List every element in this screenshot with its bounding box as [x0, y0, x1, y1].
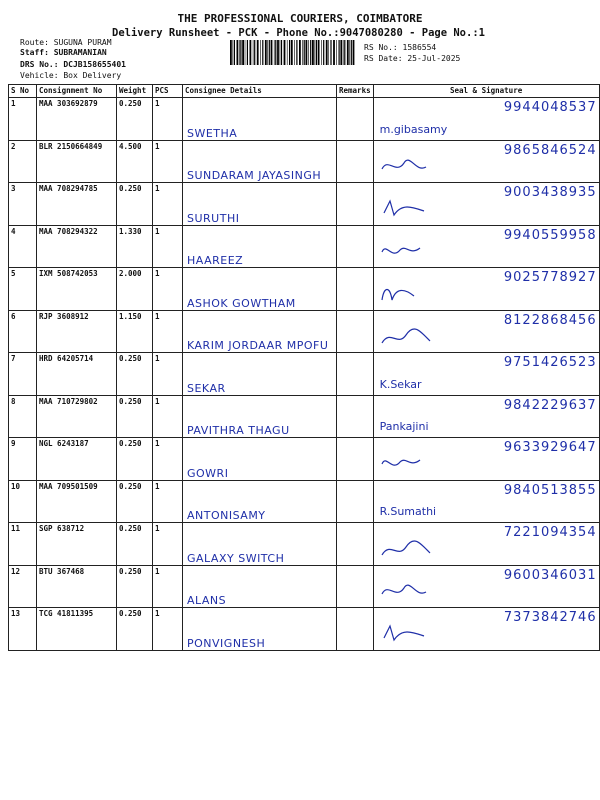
row-seal-signature	[373, 225, 599, 268]
table-row	[9, 353, 600, 396]
row-seal-signature	[373, 523, 599, 566]
table-row	[9, 310, 600, 353]
row-remarks	[337, 225, 374, 268]
row-consignment: RJP 3608912	[37, 310, 117, 353]
consignee-name: SWETHA	[187, 126, 238, 140]
row-remarks	[337, 395, 374, 438]
receiver-phone: 8122868456	[503, 312, 597, 328]
row-sno: 6	[9, 310, 37, 353]
row-pcs: 1	[153, 225, 183, 268]
receiver-phone: 9865846524	[503, 142, 597, 158]
table-row	[9, 608, 600, 651]
receiver-signature-text: R.Sumathi	[379, 505, 437, 518]
row-consignee	[183, 140, 337, 183]
table-row	[9, 225, 600, 268]
row-weight: 0.250	[117, 608, 153, 651]
row-pcs: 1	[153, 140, 183, 183]
receiver-signature-text: K.Sekar	[379, 377, 422, 391]
row-consignment: BLR 2150664849	[37, 140, 117, 183]
row-weight: 2.000	[117, 268, 153, 311]
row-sno: 12	[9, 565, 37, 608]
col-sno: S No	[9, 85, 37, 98]
row-weight: 0.250	[117, 565, 153, 608]
row-remarks	[337, 523, 374, 566]
consignee-name: GALAXY SWITCH	[187, 551, 285, 565]
row-pcs: 1	[153, 523, 183, 566]
row-sno: 4	[9, 225, 37, 268]
signature-scribble	[380, 622, 440, 646]
table-row	[9, 140, 600, 183]
row-seal-signature	[373, 438, 599, 481]
barcode	[230, 40, 355, 65]
row-consignee	[183, 98, 337, 141]
row-remarks	[337, 268, 374, 311]
row-consignment: SGP 638712	[37, 523, 117, 566]
col-consignment: Consignment No	[37, 85, 117, 98]
row-pcs: 1	[153, 438, 183, 481]
receiver-phone: 7373842746	[503, 610, 597, 625]
row-pcs: 1	[153, 183, 183, 226]
row-consignee	[183, 565, 337, 608]
consignee-name: GOWRI	[187, 466, 229, 480]
consignee-name: HAAREEZ	[187, 254, 244, 267]
consignee-name: SEKAR	[187, 381, 226, 395]
receiver-phone: 9751426523	[503, 355, 597, 370]
row-consignee	[183, 310, 337, 353]
row-weight: 0.250	[117, 395, 153, 438]
consignee-name: PAVITHRA THAGU	[187, 424, 290, 437]
row-consignment: MAA 708294322	[37, 225, 117, 268]
row-sno: 7	[9, 353, 37, 396]
runsheet-title: Delivery Runsheet - PCK - Phone No.:9047080280 - Page No.:1	[112, 27, 485, 39]
row-consignment: MAA 710729802	[37, 395, 117, 438]
signature-scribble	[380, 325, 440, 349]
receiver-phone: 9600346031	[503, 567, 597, 583]
row-seal-signature	[373, 183, 599, 226]
company-title: THE PROFESSIONAL COURIERS, COIMBATORE	[177, 12, 423, 25]
receiver-phone: 9003438935	[503, 185, 597, 200]
row-consignment: IXM 508742053	[37, 268, 117, 311]
row-consignee	[183, 480, 337, 523]
row-weight: 0.250	[117, 438, 153, 481]
row-sno: 11	[9, 523, 37, 566]
receiver-phone: 9633929647	[503, 440, 597, 455]
table-row	[9, 395, 600, 438]
row-sno: 13	[9, 608, 37, 651]
row-consignment: HRD 64205714	[37, 353, 117, 396]
row-weight: 0.250	[117, 523, 153, 566]
row-pcs: 1	[153, 608, 183, 651]
receiver-phone: 9940559958	[503, 227, 597, 243]
rs-number: RS No.: 1586554	[364, 43, 437, 52]
row-seal-signature	[373, 98, 599, 141]
row-sno: 8	[9, 395, 37, 438]
receiver-phone: 9944048537	[503, 100, 597, 115]
row-consignee	[183, 225, 337, 268]
row-weight: 0.250	[117, 98, 153, 141]
runsheet-table	[8, 84, 600, 651]
row-consignment: MAA 708294785	[37, 183, 117, 226]
row-sno: 10	[9, 480, 37, 523]
signature-scribble	[380, 240, 440, 264]
col-consignee: Consignee Details	[183, 85, 337, 98]
staff-label: Staff: SUBRAMANIAN	[20, 48, 107, 57]
row-remarks	[337, 140, 374, 183]
table-row	[9, 98, 600, 141]
vehicle-label: Vehicle: Box Delivery	[20, 71, 122, 80]
consignee-name: SURUTHI	[187, 211, 240, 225]
consignee-name: SUNDARAM JAYASINGH	[187, 169, 322, 182]
row-seal-signature	[373, 140, 599, 183]
receiver-phone: 9842229637	[503, 397, 597, 413]
receiver-signature-text: m.gibasamy	[379, 122, 448, 136]
row-pcs: 1	[153, 310, 183, 353]
signature-scribble	[380, 197, 440, 221]
row-seal-signature	[373, 310, 599, 353]
row-pcs: 1	[153, 480, 183, 523]
receiver-signature-text: Pankajini	[379, 420, 429, 433]
row-weight: 0.250	[117, 353, 153, 396]
receiver-phone: 9025778927	[503, 270, 597, 285]
row-weight: 0.250	[117, 183, 153, 226]
row-sno: 1	[9, 98, 37, 141]
row-sno: 5	[9, 268, 37, 311]
signature-scribble	[380, 580, 440, 604]
row-weight: 1.330	[117, 225, 153, 268]
row-sno: 9	[9, 438, 37, 481]
route-label: Route: SUGUNA PURAM	[20, 38, 112, 47]
row-remarks	[337, 565, 374, 608]
row-consignee	[183, 608, 337, 651]
consignee-name: ALANS	[187, 594, 227, 607]
row-consignment: MAA 303692879	[37, 98, 117, 141]
col-pcs: PCS	[153, 85, 183, 98]
row-remarks	[337, 183, 374, 226]
row-remarks	[337, 480, 374, 523]
col-weight: Weight	[117, 85, 153, 98]
row-seal-signature	[373, 268, 599, 311]
rs-date: RS Date: 25-Jul-2025	[364, 54, 461, 63]
row-sno: 2	[9, 140, 37, 183]
row-weight: 4.500	[117, 140, 153, 183]
consignee-name: PONVIGNESH	[187, 636, 266, 650]
signature-scribble	[380, 282, 440, 306]
row-consignee	[183, 438, 337, 481]
row-pcs: 1	[153, 98, 183, 141]
row-pcs: 1	[153, 268, 183, 311]
row-remarks	[337, 353, 374, 396]
table-row	[9, 438, 600, 481]
row-consignee	[183, 268, 337, 311]
row-pcs: 1	[153, 353, 183, 396]
receiver-phone: 9840513855	[503, 482, 597, 498]
row-sno: 3	[9, 183, 37, 226]
row-seal-signature	[373, 480, 599, 523]
row-consignment: MAA 709501509	[37, 480, 117, 523]
row-weight: 0.250	[117, 480, 153, 523]
table-row	[9, 523, 600, 566]
signature-scribble	[380, 452, 440, 476]
row-remarks	[337, 438, 374, 481]
row-seal-signature	[373, 608, 599, 651]
table-row	[9, 268, 600, 311]
row-pcs: 1	[153, 565, 183, 608]
receiver-phone: 7221094354	[503, 525, 597, 540]
row-consignee	[183, 523, 337, 566]
signature-scribble	[380, 537, 440, 561]
consignee-name: ANTONISAMY	[187, 509, 266, 522]
row-consignee	[183, 353, 337, 396]
table-header-row	[9, 85, 600, 98]
row-remarks	[337, 310, 374, 353]
consignee-name: KARIM JORDAAR MPOFU	[187, 339, 329, 352]
row-seal-signature	[373, 353, 599, 396]
row-consignee	[183, 395, 337, 438]
row-remarks	[337, 98, 374, 141]
col-seal: Seal & Signature	[373, 85, 599, 98]
row-consignment: BTU 367468	[37, 565, 117, 608]
drs-number: DRS No.: DCJB158655401	[20, 60, 126, 69]
row-weight: 1.150	[117, 310, 153, 353]
table-row	[9, 183, 600, 226]
signature-scribble	[380, 155, 440, 179]
row-seal-signature	[373, 565, 599, 608]
row-consignee	[183, 183, 337, 226]
row-consignment: TCG 41811395	[37, 608, 117, 651]
row-consignment: NGL 6243187	[37, 438, 117, 481]
table-row	[9, 480, 600, 523]
consignee-name: ASHOK GOWTHAM	[187, 296, 296, 310]
row-pcs: 1	[153, 395, 183, 438]
table-row	[9, 565, 600, 608]
row-seal-signature	[373, 395, 599, 438]
col-remarks: Remarks	[337, 85, 374, 98]
row-remarks	[337, 608, 374, 651]
